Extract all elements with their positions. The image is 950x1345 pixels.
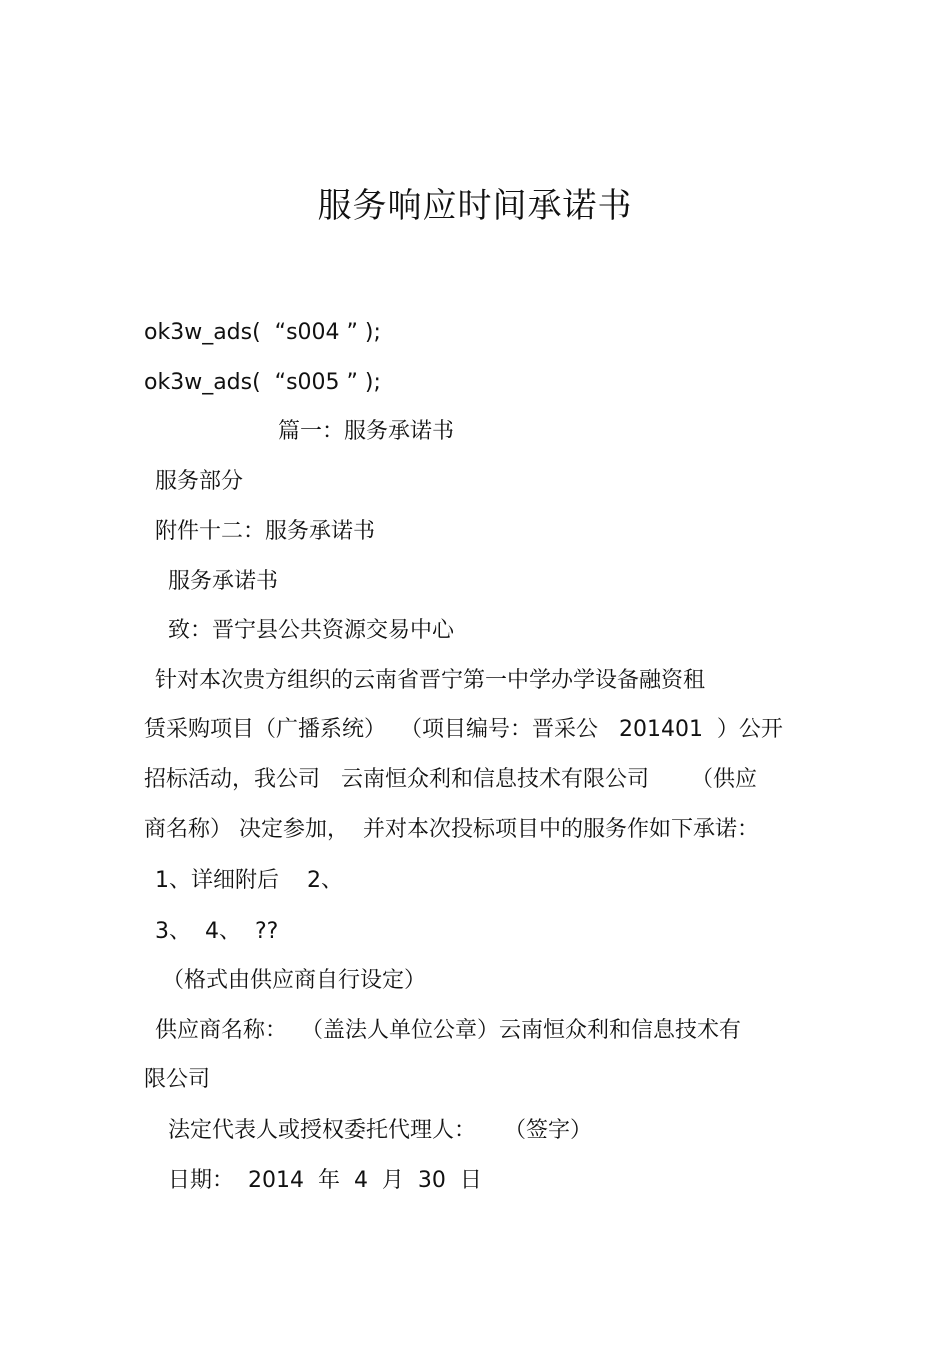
body-line-1: 针对本次贵方组织的云南省晋宁第一中学办学设备融资租 bbox=[155, 668, 706, 693]
document-title: 服务响应时间承诺书 bbox=[317, 186, 633, 226]
ad-line-2: ok3w_ads( “s005 ” ); bbox=[144, 370, 381, 395]
paragraph-service-part: 服务部分 bbox=[155, 469, 244, 494]
paragraph-recipient: 致：晋宁县公共资源交易中心 bbox=[168, 618, 455, 643]
format-note: （格式由供应商自行设定） bbox=[162, 968, 427, 993]
body-line-4: 商名称） 决定参加， 并对本次投标项目中的服务作如下承诺： bbox=[144, 817, 759, 842]
paragraph-attachment: 附件十二：服务承诺书 bbox=[155, 519, 376, 544]
signature-line: 法定代表人或授权委托代理人： （签字） bbox=[168, 1118, 592, 1143]
paragraph-letter-title: 服务承诺书 bbox=[168, 569, 279, 594]
ad-line-1: ok3w_ads( “s004 ” ); bbox=[144, 320, 381, 345]
body-line-2: 赁采购项目（广播系统） （项目编号：晋采公 201401 ）公开 bbox=[144, 717, 783, 742]
section-heading: 篇一：服务承诺书 bbox=[278, 419, 455, 444]
list-line-2: 3、 4、 ?? bbox=[155, 919, 279, 944]
list-line-1: 1、详细附后 2、 bbox=[155, 868, 343, 893]
body-line-3: 招标活动，我公司 云南恒众利和信息技术有限公司 （供应 bbox=[144, 767, 757, 792]
supplier-line-1: 供应商名称： （盖法人单位公章）云南恒众利和信息技术有 bbox=[155, 1018, 741, 1043]
supplier-line-2: 限公司 bbox=[144, 1067, 211, 1092]
date-line: 日期： 2014 年 4 月 30 日 bbox=[168, 1168, 482, 1193]
